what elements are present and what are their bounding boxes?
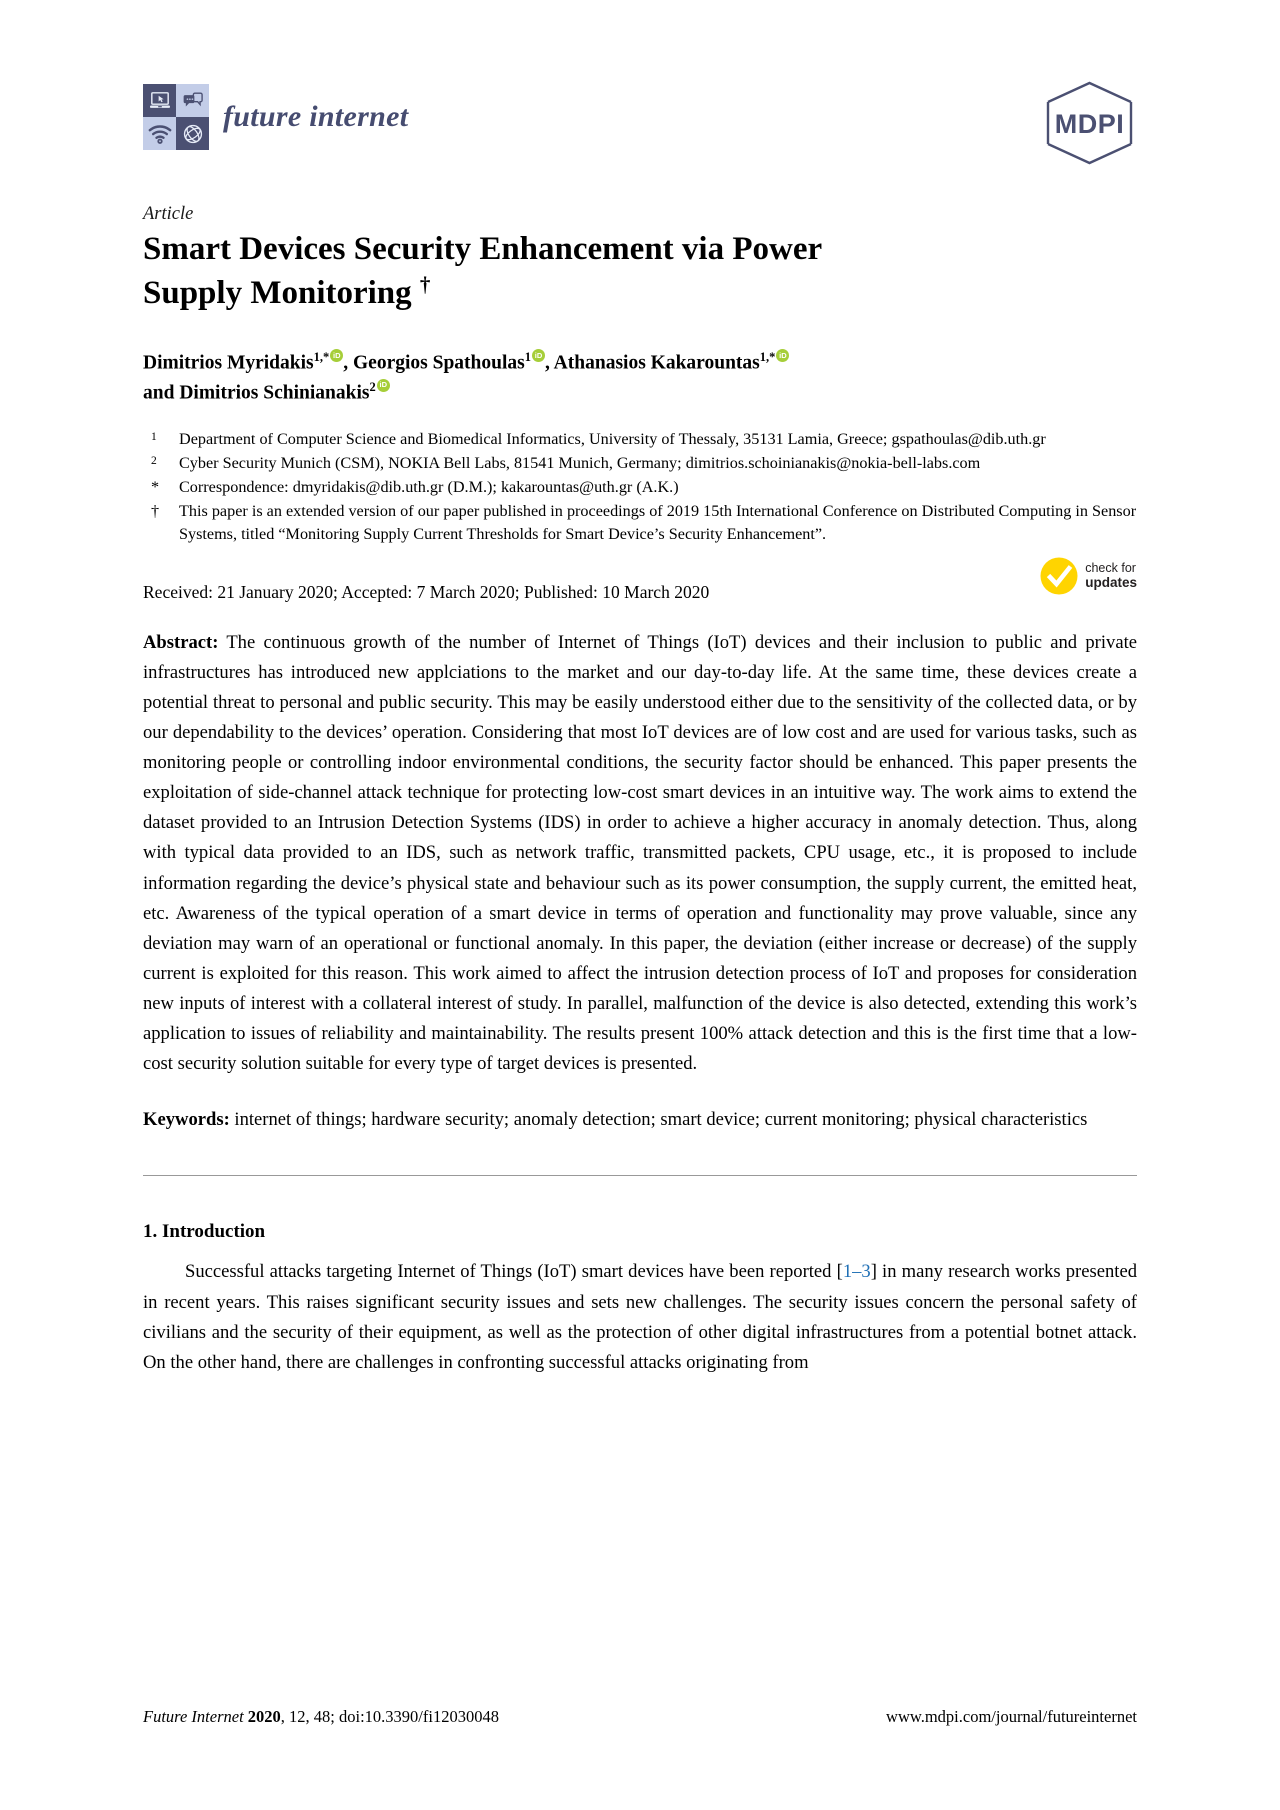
horizontal-divider	[143, 1175, 1137, 1176]
footer-citation	[143, 1707, 499, 1727]
abstract-text: The continuous growth of the number of Internet of Things (IoT) devices and their inclusion to public and private infrastructures has introduced new applciations to the market and our day-to-day life. At the same time, these devices create a potential threat to personal and public security. This may be easily understood either due to the sensitivity of the collected data, or by our dependability to the devices’ operation. Considering that most IoT devices are of low cost and are used for various tasks, such as monitoring people or controlling indoor environmental conditions, the security factor should be enhanced. This paper presents the exploitation of side-channel attack technique for protecting low-cost smart devices in an intuitive way. The work aims to extend the dataset provided to an Intrusion Detection Systems (IDS) in order to achieve a higher accuracy in anomaly detection. Thus, along with typical data provided to an IDS, such as network traffic, transmitted packets, CPU usage, etc., it is proposed to include information regarding the device’s physical state and behaviour such as its power consumption, the supply current, the emitted heat, etc. Awareness of the typical operation of a smart device in terms of operation and functionality may prove valuable, since any deviation may warn of an operational or functional anomaly. In this paper, the deviation (either increase or decrease) of the supply current is exploited for this reason. This work aimed to affect the intrusion detection process of IoT and proposes for consideration new inputs of interest with a collateral interest of study. In parallel, malfunction of the device is also detected, extending this work’s application to issues of reliability and maintainability. The results present 100% attack detection and this is the first time that a low-cost security solution suitable for every type of target devices is presented.	[143, 631, 1137, 1075]
author-name: , Athanasios Kakarountas	[545, 352, 760, 374]
citation-link[interactable]: 1–3	[842, 1261, 871, 1283]
affiliation-text: This paper is an extended version of our paper published in proceedings of 2019 15th International Conference on Distributed Computing in Sensor Systems, titled “Monitoring Supply Current Thresholds for Smart Device’s Security Enhancement”.	[179, 501, 1137, 543]
paragraph-text-after-citation: ] in many research works presented in recent years. This raises significant security issues and sets new challenges. The security issues concern the personal safety of civilians and the security of their equipment, as well as the protection of other digital infrastructures from a potential botnet attack. On the other hand, there are challenges in confronting successful attacks originating from	[143, 1261, 1137, 1373]
publication-dates-block	[143, 561, 1137, 612]
section-heading-introduction: 1. Introduction	[143, 1221, 266, 1243]
paragraph-text-before-citation: Successful attacks targeting Internet of Things (IoT) smart devices have been reported [	[185, 1261, 843, 1283]
orcid-icon[interactable]	[776, 349, 789, 362]
affiliation-list	[143, 428, 1137, 546]
affiliation-item	[143, 500, 1137, 546]
page-title	[143, 229, 1023, 314]
title-dagger-marker: †	[419, 271, 431, 296]
author-name: and Dimitrios Schinianakis	[143, 382, 370, 404]
check-for-updates-badge[interactable]	[1039, 556, 1137, 596]
title-line-2: Supply Monitoring	[143, 274, 412, 311]
journal-name: future internet	[223, 100, 409, 133]
footer-journal-name: Future Internet	[143, 1707, 244, 1726]
author-affil-marker: 2	[369, 379, 376, 394]
keywords-label: Keywords:	[143, 1109, 230, 1131]
article-type: Article	[143, 204, 194, 224]
affiliation-text: Cyber Security Munich (CSM), NOKIA Bell Labs, 81541 Munich, Germany; dimitrios.schoinianakis@nokia-bell-labs.com	[179, 453, 981, 472]
globe-network-icon	[176, 117, 209, 150]
keywords-text: internet of things; hardware security; anomaly detection; smart device; current monitoring; physical characteristics	[229, 1109, 1088, 1131]
introduction-paragraph	[143, 1257, 1137, 1377]
svg-text:MDPI: MDPI	[1054, 109, 1125, 139]
affiliation-text: Department of Computer Science and Biomedical Informatics, University of Thessaly, 35131 Lamia, Greece; gspathoulas@dib.uth.gr	[179, 429, 1046, 448]
chat-bubbles-icon	[176, 84, 209, 117]
author-list	[143, 348, 1103, 408]
crossmark-line-2: updates	[1085, 575, 1137, 591]
orcid-icon[interactable]	[330, 349, 343, 362]
laptop-icon	[143, 84, 176, 117]
affiliation-marker: †	[151, 501, 160, 520]
orcid-icon[interactable]	[532, 349, 545, 362]
footer-volume-doi: , 12, 48; doi:10.3390/fi12030048	[280, 1707, 499, 1726]
affiliation-item	[143, 428, 1137, 451]
affiliation-text: Correspondence: dmyridakis@dib.uth.gr (D.M.); kakarountas@uth.gr (A.K.)	[179, 477, 679, 496]
page-content	[143, 0, 1137, 1378]
title-line-1: Smart Devices Security Enhancement via Power	[143, 231, 823, 267]
orcid-icon[interactable]	[377, 379, 390, 392]
wifi-icon	[143, 117, 176, 150]
affiliation-marker: *	[151, 477, 160, 496]
page-footer	[143, 1707, 1137, 1727]
author-affil-marker: 1,*	[313, 350, 330, 365]
crossmark-line-1: check for	[1085, 561, 1136, 576]
affiliation-marker: 1	[151, 430, 157, 443]
footer-url[interactable]: www.mdpi.com/journal/futureinternet	[886, 1707, 1137, 1726]
crossmark-label	[1085, 561, 1137, 590]
mdpi-logo	[1042, 80, 1137, 166]
author-affil-marker: 1,*	[759, 350, 776, 365]
keywords	[143, 1105, 1137, 1135]
masthead	[143, 78, 1137, 188]
footer-year: 2020	[247, 1707, 281, 1726]
publication-dates: Received: 21 January 2020; Accepted: 7 March 2020; Published: 10 March 2020	[143, 581, 710, 602]
journal-logo-tiles	[143, 84, 209, 150]
author-affil-marker: 1	[524, 350, 531, 365]
affiliation-item	[143, 476, 1137, 499]
author-name: , Georgios Spathoulas	[343, 352, 525, 374]
crossmark-check-icon	[1039, 556, 1079, 596]
affiliation-marker: 2	[151, 454, 157, 467]
author-name: Dimitrios Myridakis	[143, 352, 314, 374]
abstract	[143, 628, 1137, 1080]
affiliation-item	[143, 452, 1137, 475]
abstract-label: Abstract:	[143, 631, 219, 653]
journal-logo	[143, 84, 408, 150]
